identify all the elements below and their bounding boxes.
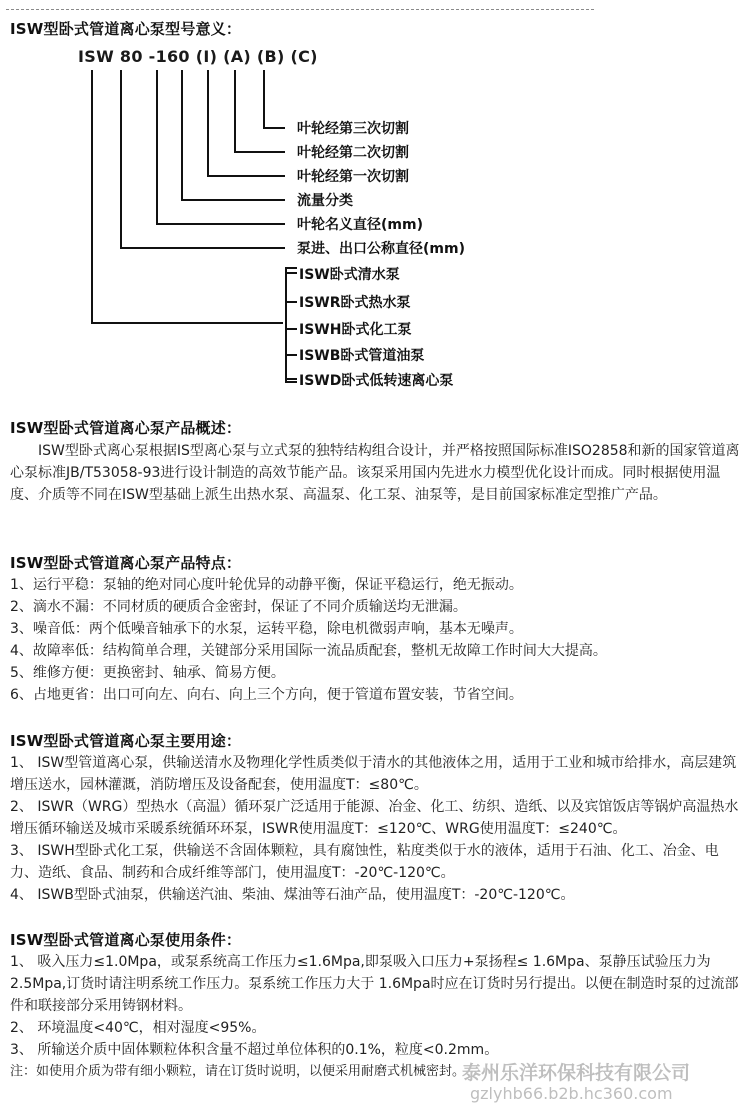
use-item: 1、 ISW型管道离心泵，供输送清水及物理化学性质类似于清水的其他液体之用，适用于工业和城市给排水，高层建筑增压送水，园林灌溉，消防增压及设备配套，使用温度T：≤80℃。 — [10, 755, 737, 793]
label-impeller-diameter: 叶轮名义直径(mm) — [297, 217, 423, 233]
feature-item: 6、占地更省：出口可向左、向右、向上三个方向，便于管道布置安装，节省空间。 — [10, 687, 523, 703]
type-iswr: ISWR卧式热水泵 — [299, 295, 411, 311]
feature-item: 5、维修方便：更换密封、轴承、简易方便。 — [10, 665, 285, 681]
uses-title: ISW型卧式管道离心泵主要用途： — [10, 732, 242, 750]
label-first-cut: 叶轮经第一次切割 — [297, 169, 409, 185]
use-item: 2、 ISWR（WRG）型热水（高温）循环泵广泛适用于能源、冶金、化工、纺织、造纸、以及宾馆饭店等锅炉高温热水增压循环输送及城市采暖系统循环环泵，ISWR使用温度T：≤120℃、WRG使用温度T：≤240℃。 — [10, 799, 739, 837]
leader-line-80 — [121, 70, 285, 248]
overview-text: ISW型卧式离心泵根据IS型离心泵与立式泵的独特结构组合设计，并严格按照国际标准ISO2858和新的国家管道离心泵标准JB/T53058-93进行设计制造的高效节能产品。该泵采用国内先进水力模型优化设计而成。同时根据使用温度、介质等不同在ISW型基础上派生出热水泵、高温泵、化工泵、油泵等，是目前国家标准定型推广产品。 — [10, 443, 740, 503]
condition-item: 3、 所输送介质中固体颗粒体积含量不超过单位体积的0.1%，粒度<0.2mm。 — [10, 1042, 499, 1058]
model-code-diagram — [0, 0, 750, 400]
model-code: ISW 80 -160 (I) (A) (B) (C) — [78, 47, 318, 66]
conditions-note: 注：如使用介质为带有细小颗粒，请在订货时说明，以便采用耐磨式机械密封。 — [10, 1064, 466, 1079]
diagram-leader-lines — [0, 0, 750, 400]
leader-line-c — [264, 70, 285, 128]
watermark-url: gzlyhb66.b2b.hc360.com — [470, 1084, 673, 1103]
label-second-cut: 叶轮经第二次切割 — [297, 145, 409, 161]
leader-line-b — [235, 70, 285, 152]
condition-item: 2、 环境温度<40℃，相对湿度<95%。 — [10, 1020, 266, 1036]
leader-line-a — [208, 70, 285, 176]
feature-item: 2、滴水不漏：不同材质的硬质合金密封，保证了不同介质输送均无泄漏。 — [10, 599, 467, 615]
type-iswh: ISWH卧式化工泵 — [299, 322, 412, 338]
model-meaning-title: ISW型卧式管道离心泵型号意义： — [10, 20, 242, 38]
use-item: 4、 ISWB型卧式油泵，供输送汽油、柴油、煤油等石油产品，使用温度T：-20℃-120℃。 — [10, 887, 575, 903]
type-iswd: ISWD卧式低转速离心泵 — [299, 373, 454, 389]
overview-title: ISW型卧式管道离心泵产品概述： — [10, 419, 242, 437]
leader-line-i — [182, 70, 285, 200]
label-nominal-diameter: 泵进、出口公称直径(mm) — [297, 241, 465, 257]
type-isw: ISW卧式清水泵 — [299, 267, 400, 283]
condition-item: 1、 吸入压力≤1.0Mpa，或泵系统高工作压力≤1.6Mpa,即泵吸入口压力+泵扬程≤ 1.6Mpa、泵静压试验压力为2.5Mpa,订货时请注明系统工作压力。泵系统工作压力大于 1.6Mpa时应在订货时另行提出。以便在制造时泵的过流部件和联接部分采用铸钢材料。 — [10, 954, 739, 1014]
types-bracket — [286, 268, 297, 382]
label-flow-class: 流量分类 — [297, 193, 353, 209]
conditions-title: ISW型卧式管道离心泵使用条件： — [10, 931, 242, 949]
types-bracket-ticks — [286, 273, 297, 379]
feature-item: 1、运行平稳：泵轴的绝对同心度叶轮优异的动静平衡，保证平稳运行，绝无振动。 — [10, 577, 523, 593]
feature-item: 4、故障率低：结构简单合理，关键部分采用国际一流品质配套，整机无故障工作时间大大提高。 — [10, 643, 607, 659]
use-item: 3、 ISWH型卧式化工泵，供输送不含固体颗粒，具有腐蚀性，粘度类似于水的液体，适用于石油、化工、冶金、电力、造纸、食品、制药和合成纤维等部门，使用温度T：-20℃-120℃。 — [10, 843, 719, 881]
type-iswb: ISWB卧式管道油泵 — [299, 348, 425, 364]
features-title: ISW型卧式管道离心泵产品特点： — [10, 554, 242, 572]
watermark-company: 泰州乐洋环保科技有限公司 — [462, 1062, 691, 1084]
feature-item: 3、噪音低：两个低噪音轴承下的水泵，运转平稳，除电机微弱声响，基本无噪声。 — [10, 621, 523, 637]
label-third-cut: 叶轮经第三次切割 — [297, 121, 409, 137]
